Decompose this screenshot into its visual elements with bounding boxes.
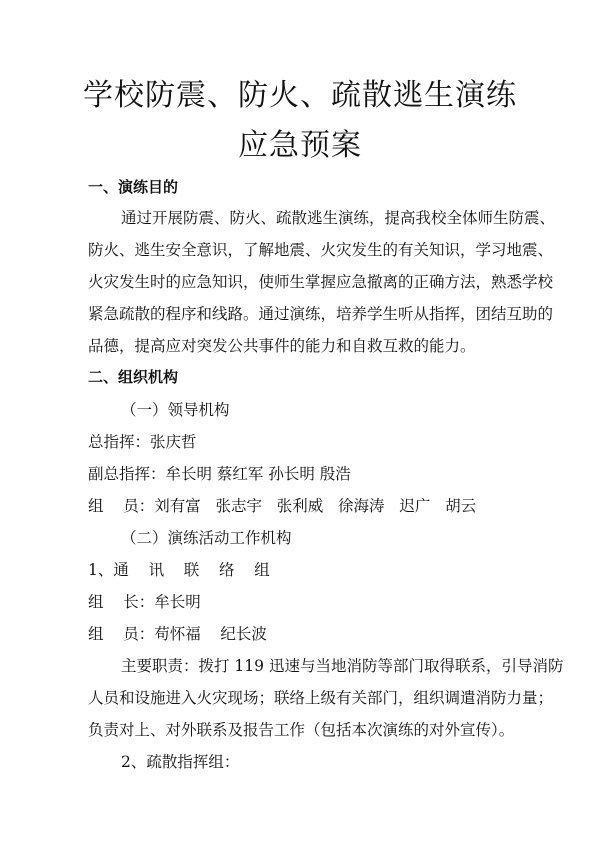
paragraph-line: 紧急疏散的程序和线路。通过演练，培养学生听从指挥，团结互助的 [88, 305, 554, 323]
commander-line: 总指挥：张庆哲 [88, 433, 197, 451]
duties-line: 主要职责：拨打 119 迅速与当地消防等部门取得联系，引导消防 [121, 657, 564, 675]
subsection-work-organization: （二）演练活动工作机构 [121, 529, 292, 547]
document-title: 学校防震、防火、疏散逃生演练 [83, 78, 517, 113]
section-heading-organization: 二、组织机构 [88, 368, 179, 386]
duties-line: 人员和设施进入火灾现场；联络上级有关部门，组织调遣消防力量； [88, 689, 554, 707]
section-heading-purpose: 一、演练目的 [88, 178, 179, 196]
group-title-evacuation: 2、疏散指挥组： [121, 753, 240, 771]
paragraph-line: 通过开展防震、防火、疏散逃生演练，提高我校全体师生防震、 [121, 209, 556, 227]
document-subtitle: 应急预案 [238, 128, 362, 163]
group-title-communication: 1、通 讯 联 络 组 [88, 561, 270, 579]
paragraph-line: 防火、逃生安全意识，了解地震、火灾发生的有关知识，学习地震、 [88, 241, 554, 259]
subsection-leadership: （一）领导机构 [121, 401, 230, 419]
paragraph-line: 品德，提高应对突发公共事件的能力和自救互救的能力。 [88, 337, 476, 355]
duties-line: 负责对上、对外联系及报告工作（包括本次演练的对外宣传）。 [88, 721, 515, 739]
paragraph-line: 火灾发生时的应急知识，使师生掌握应急撤离的正确方法，熟悉学校 [88, 273, 554, 291]
deputy-commander-line: 副总指挥：牟长明 蔡红军 孙长明 殷浩 [88, 465, 351, 483]
members-line: 组 员：刘有富 张志宇 张利威 徐海涛 迟广 胡云 [88, 497, 477, 515]
group-leader-line: 组 长：牟长明 [88, 593, 201, 611]
group-members-line: 组 员：苟怀福 纪长波 [88, 625, 267, 643]
